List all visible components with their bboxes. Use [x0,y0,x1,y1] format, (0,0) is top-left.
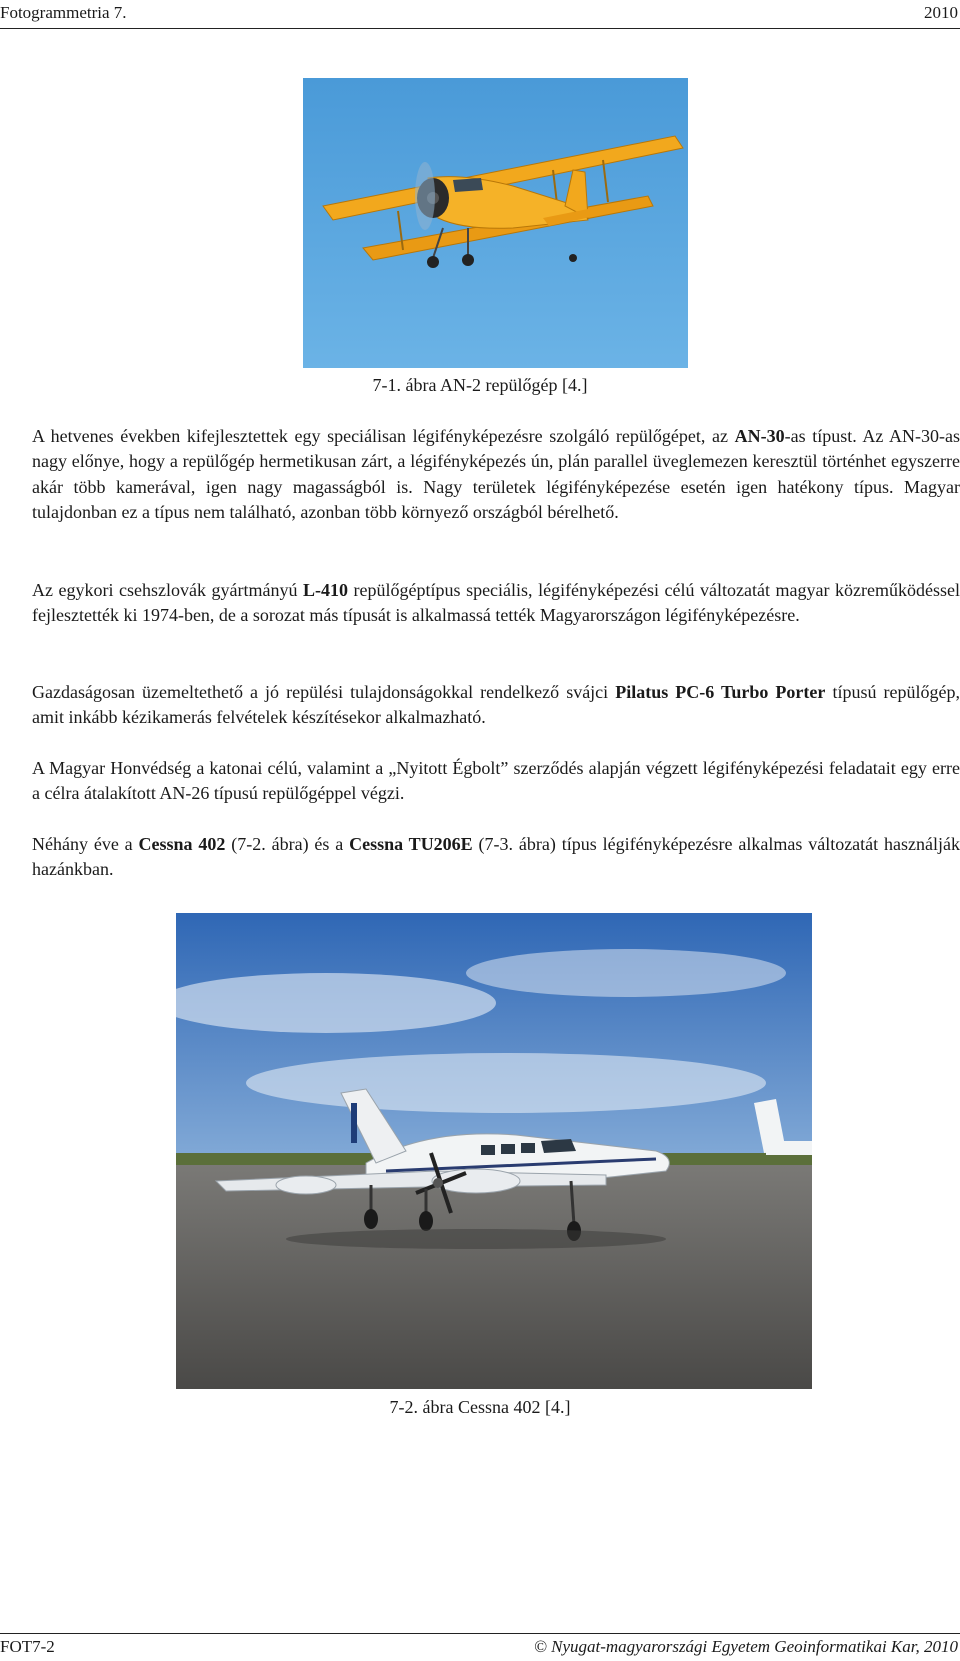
figure-1-caption: 7-1. ábra AN-2 repülőgép [4.] [372,375,588,395]
paragraph-an30: A hetvenes években kifejlesztettek egy speciálisan légifényképezésre szolgáló repülőgépet, az AN-30-as típust. Az AN-30-as nagy előnye, hogy a repülőgép hermetikusan zárt, a légifényképezés ún, plán parallel üveglemezen keresztül történhet egyszerre akár több kamerával, igen nagy magasságból is. Nagy területek légifényképezése esetén igen hatékony típus. Magyar tulajdonban ez a típus nem található, azonban több környező országból bérelhető. [32,426,960,522]
figure-cessna402-photo [176,913,812,1389]
page-footer [0,1633,960,1661]
pilatus-term: Pilatus PC-6 Turbo Porter [615,682,826,702]
cessna-tu206e-term: Cessna TU206E [349,834,473,854]
paragraph-l410: Az egykori csehszlovák gyártmányú L-410 repülőgéptípus speciális, légifényképezési célú változatát magyar közreműködéssel fejlesztették ki 1974-ben, de a sorozat más típusát is alkalmassá tették Magyarországon légifényképezésre. [32,580,960,626]
cessna402-term: Cessna 402 [138,834,226,854]
footer-page-number: FOT7-2 [0,1637,55,1656]
paragraph-cessna: Néhány éve a Cessna 402 (7-2. ábra) és a Cessna TU206E (7-3. ábra) típus légifényképezésre alkalmas változatát használják hazánkban. [32,834,960,880]
paragraph-an26: A Magyar Honvédség a katonai célú, valamint a „Nyitott Égbolt” szerződés alapján végzett légifényképezési feladatait egy erre a célra átalakított AN-26 típusú repülőgéppel végzi. [32,758,960,804]
page-header [0,0,960,29]
an30-term: AN-30 [734,426,785,446]
figure-2-caption: 7-2. ábra Cessna 402 [4.] [389,1397,571,1417]
figure-an2-photo [303,78,688,368]
header-year: 2010 [924,3,958,22]
an2-biplane-image [303,78,688,368]
cessna402-image [176,913,812,1389]
l410-term: L-410 [303,580,349,600]
header-title: Fotogrammetria 7. [0,3,127,22]
paragraph-pilatus: Gazdaságosan üzemeltethető a jó repülési tulajdonságokkal rendelkező svájci Pilatus PC-6 Turbo Porter típusú repülőgép, amit inkább kézikamerás felvételek készítésekor alkalmazható. [32,682,960,728]
footer-copyright: © Nyugat-magyarországi Egyetem Geoinformatikai Kar, 2010 [533,1637,958,1656]
